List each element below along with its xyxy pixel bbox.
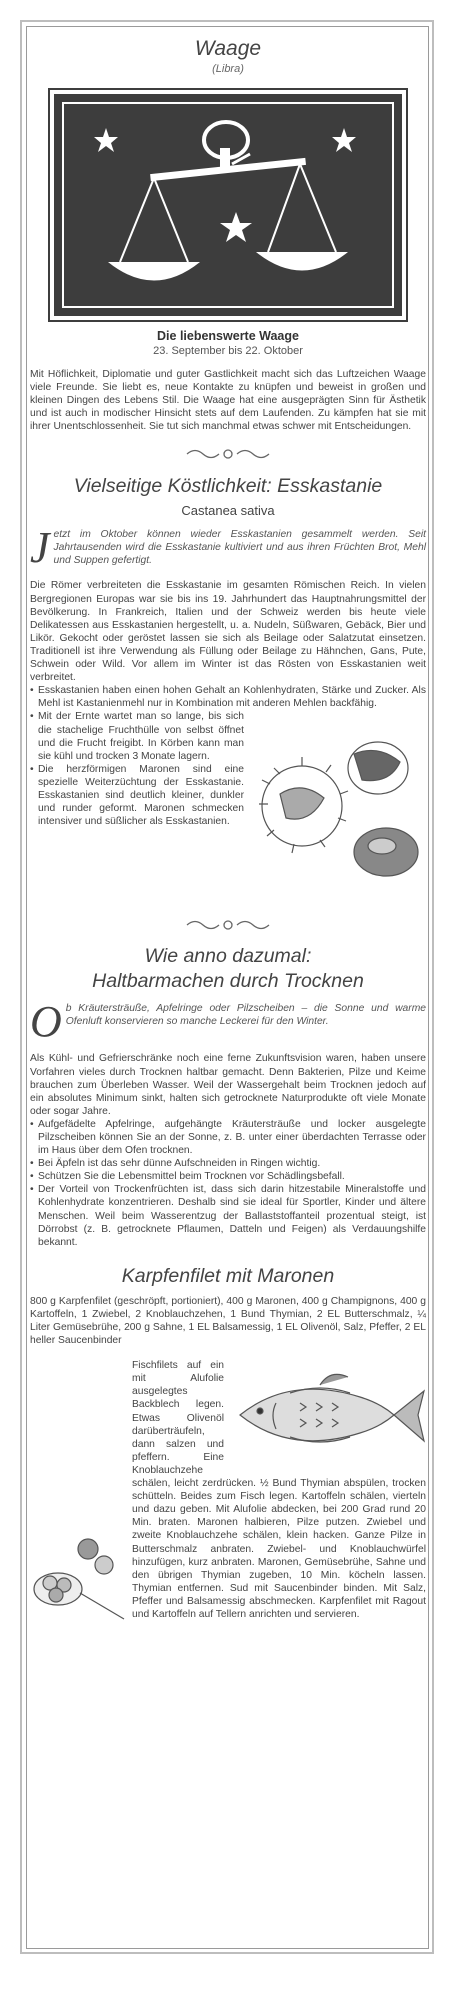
recipe-ingredients: 800 g Karpfenfilet (geschröpft, portioniert), 400 g Maronen, 400 g Champignons, 400 g Kartoffeln, 1 Zwiebel, 2 Knoblauchzehen, 1 Bund Thymian, 2 EL Butterschmalz, ¼ Liter Gemüsebrühe, 200 g Sahne, 1 EL Balsamessig, 1 EL Olivenöl, Salz, Pfeffer, 2 EL heller Saucenbinder <box>30 1295 426 1347</box>
drying-paragraph: Als Kühl- und Gefrierschränke noch eine ferne Zukunftsvision waren, haben unsere Vorfahren vieles durch Trocknen haltbar gemacht. Denn Bakterien, Pilze und Keime brauchen zum Überleben Wasser. Weil der Wassergehalt beim Trocknen jedoch auf ein absolutes Minimum sinkt, halten sich getrocknete Naturprodukte oft viele Monate oder sogar Jahre. <box>30 1053 426 1117</box>
list-item: • Schützen Sie die Lebensmittel beim Trocknen vor Schädlingsbefall. <box>30 1170 426 1183</box>
zodiac-dates: 23. September bis 22. Oktober <box>153 345 303 357</box>
zodiac-heading: Die liebenswerte Waage <box>157 329 299 343</box>
drying-title-line1: Wie anno dazumal: <box>144 945 312 968</box>
star-icon <box>332 128 356 152</box>
drying-bullet-list <box>30 1118 426 1249</box>
list-item-text: Mit der Ernte wartet man so lange, bis sich die stachelige Fruchthülle von selbst öffnet und die Frucht freigibt. In Körben kann man sie kühl und trocken 3 Monate lagern. <box>38 711 244 762</box>
list-item: • Die herzförmigen Maronen sind eine spezielle Weiterzüchtung der Esskastanie. Esskastanien sind deutlich kleiner, dunkler und runder geformt. Maronen schmecken intensiver und süßlicher als Esskastanien. <box>30 763 426 828</box>
page-content <box>30 36 426 1633</box>
chestnut-latin-name: Castanea sativa <box>181 503 275 519</box>
list-item: • Aufgefädelte Apfelringe, aufgehängte Kräutersträuße und locker ausgelegte Pilzscheiben können Sie an der Sonne, z. B. unter einer überdachten Terrasse oder im Haus über dem Ofen trocknen. <box>30 1118 426 1157</box>
zodiac-subtitle: (Libra) <box>212 63 244 75</box>
chestnut-bullet-list <box>30 684 426 828</box>
chestnut-spoon-illustration <box>30 1519 126 1629</box>
recipe-instructions-block <box>30 1359 426 1621</box>
ornament-divider <box>183 918 273 932</box>
zodiac-title: Waage <box>194 37 262 60</box>
drop-cap: J <box>30 523 50 573</box>
chestnut-title: Vielseitige Köstlichkeit: Esskastanie <box>73 475 383 498</box>
zodiac-text: Mit Höflichkeit, Diplomatie und guter Gastlichkeit macht sich das Luftzeichen Waage viele Freunde. Sie liebt es, neue Kontakte zu knüpfen und beweist in großen und kleinen Dingen des Lebens Stil. Die Waage hat eine ausgeprägten Sinn für Ästhetik und ist auch in modischer Hinsicht stets auf dem Laufenden. Zu kämpfen hat sie mit ihrer Unentschlossenheit. Sie tut sich manchmal etwas schwer mit Entscheidungen. <box>30 369 426 433</box>
drying-title-line2: Haltbarmachen durch Trocknen <box>92 970 364 993</box>
carp-fish-illustration <box>230 1363 426 1467</box>
drying-intro <box>30 997 426 1047</box>
list-item: • Bei Äpfeln ist das sehr dünne Aufschneiden in Ringen wichtig. <box>30 1157 426 1170</box>
zodiac-section <box>30 36 426 358</box>
chestnut-intro <box>30 523 426 573</box>
list-item: • Esskastanien haben einen hohen Gehalt an Kohlenhydraten, Stärke und Zucker. Als Mehl ist Kastanienmehl nur in Kombination mit anderen Mehlen backfähig. <box>30 684 426 710</box>
libra-scales-icon <box>54 94 402 316</box>
ornament-divider <box>183 447 273 461</box>
star-icon <box>94 128 118 152</box>
star-icon <box>220 212 252 242</box>
drop-cap: O <box>30 997 62 1047</box>
libra-illustration <box>50 90 406 320</box>
drying-intro-text: b Kräutersträuße, Apfelringe oder Pilzscheiben – die Sonne und warme Ofenluft konservieren so manche Leckerei für den Winter. <box>65 1003 426 1028</box>
list-item: • Der Vorteil von Trockenfrüchten ist, dass sich darin hitzestabile Mineralstoffe und Kohlenhydrate konzentrieren. Deshalb sind sie ideal für Sportler, Kinder und ältere Menschen. Weil beim Wasserentzug der Ballaststoffanteil prozentual steigt, ist Dörrobst (z. B. getrocknete Pflaumen, Datteln und Feigen) als Verdauungshilfe bekannt. <box>30 1183 426 1248</box>
chestnut-paragraph: Die Römer verbreiteten die Esskastanie im gesamten Römischen Reich. In vielen Bergregionen Europas war sie bis ins 19. Jahrhundert das Hauptnahrungsmittel der Bevölkerung. In Frankreich, Italien und der Schweiz werden bis heute viele Delikatessen aus Esskastanien hergestellt, u. a. Nudeln, Süßwaren, Gebäck, Bier und Likör. Gekocht oder geröstet lassen sie sich als Beilage oder Salatzutat einsetzen. Traditionell ist ihre Verwendung als Füllung oder Beilage zu Hähnchen, Gans, Pute, Schwein oder Wild. Vor allem im Winter ist das Rösten von Esskastanien weit verbreitet. <box>30 580 426 684</box>
list-item <box>30 710 426 762</box>
chestnut-intro-text: etzt im Oktober können wieder Esskastanien gesammelt werden. Seit Jahrtausenden wird die Esskastanie kultiviert und aus ihren Früchten Brot, Mehl und Suppen gefertigt. <box>53 529 426 567</box>
recipe-instructions: Fischfilets auf ein mit Alufolie ausgelegtes Backblech legen. Etwas Olivenöl darüberträufeln, dann salzen und pfeffern. Eine Knoblauchzehe schälen, leicht zerdrücken. ½ Bund Thymian abspülen, trocken schütteln. Beides zum Fisch legen. Kartoffeln schälen, vierteln und dazu geben. Mit Alufolie abdecken, bei 200 Grad rund 20 Min. braten. Maronen halbieren, Pilze putzen. Zwiebel und zweite Knoblauchzehe schälen, klein hacken. Ganze Pilze in Butterschmalz anbraten. Zwiebel- und Knoblauchwürfel hinzufügen, kurz anbraten. Maronen, Gemüsebrühe, Sahne und den übrigen Thymian zugeben, 10 Min. köcheln lassen. Thymian entfernen. Sud mit Saucenbinder binden. Mit Salz, Pfeffer und Balsamessig abschmecken. Karpfenfilet mit Ragout und Kartoffeln auf Tellern anrichten und servieren. <box>132 1360 426 1620</box>
recipe-title: Karpfenfilet mit Maronen <box>121 1264 335 1287</box>
